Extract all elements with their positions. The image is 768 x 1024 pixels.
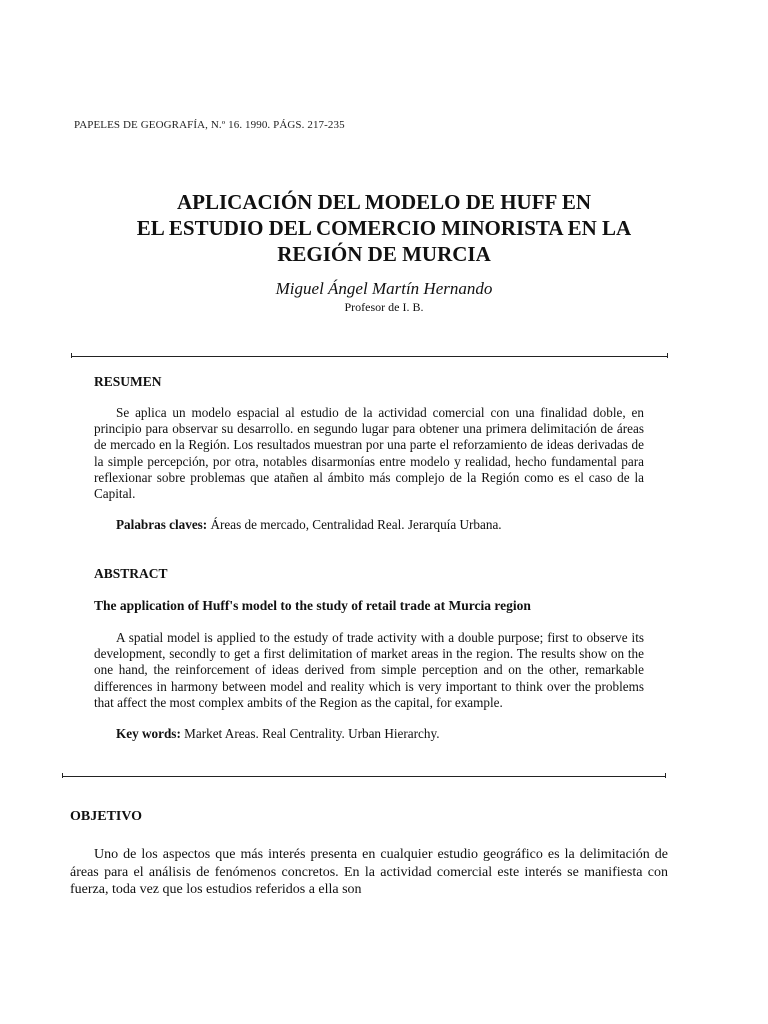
paper-title: [60, 189, 708, 267]
abstract-box-top-rule: [71, 356, 668, 357]
abstract-title: The application of Huff's model to the study of retail trade at Murcia region: [94, 598, 531, 613]
abstract-heading: ABSTRACT: [94, 566, 168, 581]
author-name: Miguel Ángel Martín Hernando: [275, 279, 493, 298]
abstract-box-bottom-rule: [62, 776, 666, 777]
author-affiliation: Profesor de I. B.: [344, 300, 424, 314]
resumen-heading: RESUMEN: [94, 374, 162, 389]
keywords-text: Áreas de mercado, Centralidad Real. Jerarquía Urbana.: [210, 517, 502, 533]
resumen-keywords: [94, 517, 644, 533]
objetivo-text: Uno de los aspectos que más interés presenta en cualquier estudio geográfico es la delimitación de áreas para el análisis de fenómenos concretos. En la actividad comercial este interés se manifiesta con fuerza, toda vez que los estudios referidos a ella son: [70, 847, 668, 897]
abstract-keywords: [94, 726, 644, 742]
keywords-text: Market Areas. Real Centrality. Urban Hierarchy.: [184, 726, 440, 742]
resumen-section: [94, 405, 644, 533]
abstract-section: [94, 630, 644, 742]
objetivo-heading: OBJETIVO: [70, 809, 143, 824]
keywords-label: Key words:: [116, 726, 181, 742]
title-line: REGIÓN DE MURCIA: [277, 242, 491, 266]
resumen-text: Se aplica un modelo espacial al estudio de la actividad comercial con una finalidad doble, en principio para observar su desarrollo. en segundo lugar para obtener una primera delimitación de áreas de mercado en la Región. Los resultados muestran por una parte el reforzamiento de ideas derivadas de la simple percepción, por otra, notables disarmonías entre modelo y realidad, hecho fundamental para reflexionar sobre problemas que atañen al ámbito más complejo de la Región como es el caso de la Capital.: [94, 405, 644, 502]
objetivo-section: [70, 846, 668, 899]
journal-header: PAPELES DE GEOGRAFÍA, N.º 16. 1990. PÁGS. 217-235: [74, 119, 345, 131]
title-line: APLICACIÓN DEL MODELO DE HUFF EN: [176, 190, 591, 214]
abstract-text: A spatial model is applied to the estudy of trade activity with a double purpose; first to observe its development, secondly to get a first delimitation of market areas in the region. The results show on the one hand, the reinforcement of ideas derived from simple perception and on the other, remarkable differences in harmony between model and reality which is very important to think over the problems that affect the most complex ambits of the Region as the capital, for example.: [94, 630, 644, 710]
title-line: EL ESTUDIO DEL COMERCIO MINORISTA EN LA: [136, 216, 632, 240]
keywords-label: Palabras claves:: [116, 517, 208, 533]
